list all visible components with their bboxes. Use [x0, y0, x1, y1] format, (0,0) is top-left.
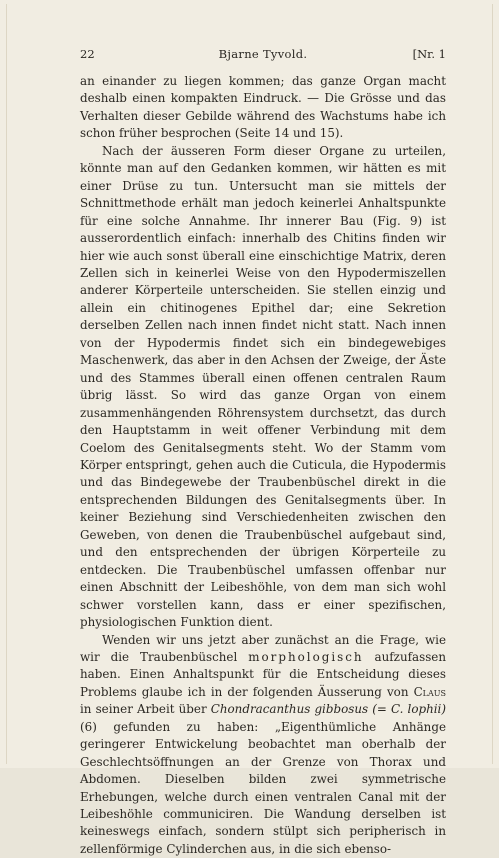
- paragraph-1: an einander zu liegen kommen; das ganze Organ macht deshalb einen kompakten Eindruck. — Die Grösse und das Verhalten dieser Gebilde während des Wachstums habe ich schon früher besprochen (Seite 14 und 15).: [80, 73, 446, 143]
- text-run: aufzufassen haben. Einen Anhaltspunkt für die Entscheidung dieses Problems glaube ich in der folgenden Äusserung von: [80, 650, 446, 699]
- series-number: [Nr. 1: [413, 47, 446, 61]
- author-name-claus: Claus: [414, 685, 446, 699]
- running-title: Bjarne Tyvold.: [80, 47, 446, 61]
- page-number: 22: [80, 47, 95, 61]
- paragraph-2: Nach der äusseren Form dieser Organe zu urteilen, könnte man auf den Gedanken kommen, wir hätten es mit einer Drüse zu tun. Untersucht man sie mittels der Schnittmethode erhält man jedoch keinerlei Anhaltspunkte für eine solche Annahme. Ihr innerer Bau (Fig. 9) ist ausserordentlich einfach: innerhalb des Chitins finden wir hier wie auch sonst überall eine einschichtige Matrix, deren Zellen sich in keinerlei Weise von den Hypodermiszellen anderer Körperteile unterscheiden. Sie stellen einzig und allein ein chitinogenes Epithel dar; eine Sekretion derselben Zellen nach innen findet nicht statt. Nach innen von der Hypodermis findet sich ein bindegewebiges Maschenwerk, das aber in den Achsen der Zweige, der Äste und des Stammes überall einen offenen centralen Raum übrig lässt. So wird das ganze Organ von einem zusammenhängenden Röhrensystem durchsetzt, das durch den Hauptstamm in weit offener Verbindung mit dem Coelom des Genitalsegments steht. Wo der Stamm vom Körper entspringt, gehen auch die Cuticula, die Hypodermis und das Bindegewebe der Traubenbüschel direkt in die entsprechenden Bildungen des Genitalsegments über. In keiner Beziehung sind Verschiedenheiten zwischen den Geweben, von denen die Traubenbüschel aufgebaut sind, und den entsprechenden der übrigen Körperteile zu entdecken. Die Traubenbüschel umfassen offenbar nur einen Abschnitt der Leibeshöhle, von dem man sich wohl schwer vorstellen kann, dass er einer spezifischen, physiologischen Funktion dient.: [80, 143, 446, 632]
- text-run: in seiner Arbeit über: [80, 702, 211, 716]
- body-text: [80, 73, 446, 858]
- paragraph-3: [80, 632, 446, 858]
- text-run: Wenden wir uns jetzt aber zunächst an die Frage, wie wir die Traubenbüschel: [80, 633, 446, 664]
- spaced-emphasis: morphologisch: [248, 650, 363, 664]
- species-name: Chondracanthus gibbosus (= C. lophii): [211, 702, 446, 716]
- text-run: (6) gefunden zu haben: „Eigenthümliche Anhänge geringerer Entwickelung beobachtet man oberhalb der Geschlechtsöffnungen an der Grenze von Thorax und Abdomen. Dieselben bilden zwei symmetrische Erhebungen, welche durch einen ventralen Canal mit der Leibeshöhle communiciren. Die Wandung derselben ist keineswegs einfach, sondern stülpt sich peripherisch in zellenförmige Cylinderchen aus, in die sich ebenso-: [80, 720, 446, 856]
